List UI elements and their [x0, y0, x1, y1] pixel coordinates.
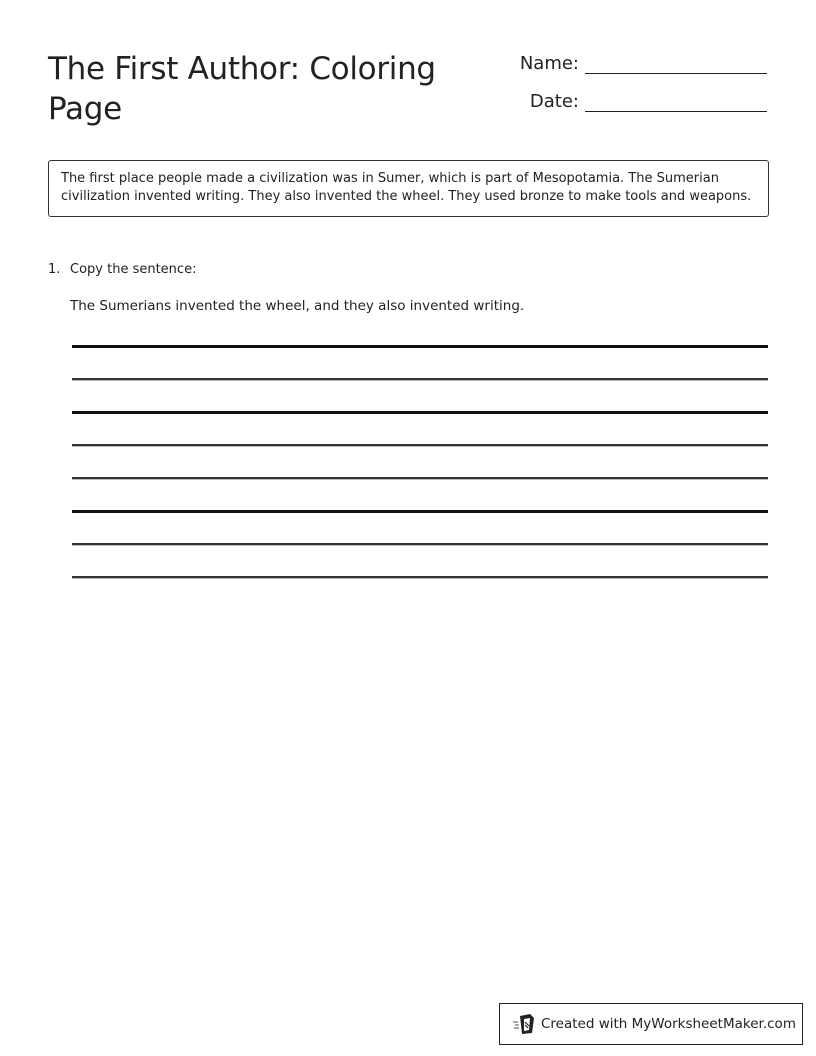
worksheet-maker-logo-icon: [512, 1013, 536, 1035]
writing-line[interactable]: [72, 477, 768, 480]
writing-line[interactable]: [72, 378, 768, 381]
footer-text: Created with MyWorksheetMaker.com: [541, 1016, 796, 1032]
reading-passage: The first place people made a civilization was in Sumer, which is part of Mesopotamia. The Sumerian civilization invented writing. They also invented the wheel. They used bronze to make tools and weapons.: [48, 160, 769, 217]
name-blank-line[interactable]: [585, 53, 767, 74]
date-blank-line[interactable]: [585, 91, 767, 112]
date-label: Date:: [529, 91, 579, 112]
writing-line[interactable]: [72, 510, 768, 513]
page-title: The First Author: Coloring Page: [48, 51, 436, 127]
writing-line[interactable]: [72, 576, 768, 579]
name-field: [520, 53, 767, 74]
writing-line[interactable]: [72, 543, 768, 546]
writing-line[interactable]: [72, 345, 768, 348]
question-number: 1.: [48, 262, 61, 277]
name-label: Name:: [519, 53, 579, 74]
writing-line[interactable]: [72, 444, 768, 447]
date-field: [530, 91, 767, 112]
sentence-to-copy: The Sumerians invented the wheel, and they also invented writing.: [70, 298, 525, 314]
footer-badge: [499, 1003, 803, 1045]
writing-line[interactable]: [72, 411, 768, 414]
question-prompt: Copy the sentence:: [70, 262, 197, 277]
writing-lines: [72, 345, 768, 609]
